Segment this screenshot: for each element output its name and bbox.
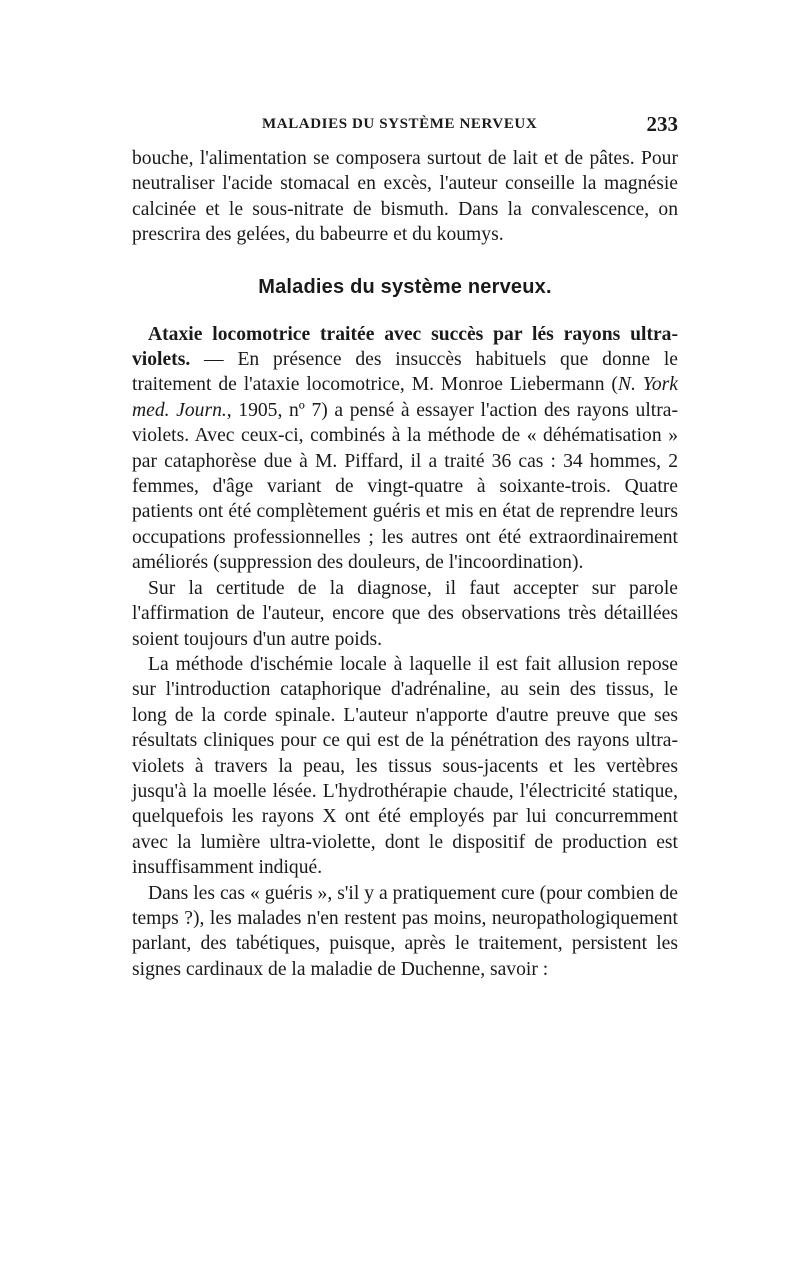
article-paragraph-2: Sur la certitude de la diagnose, il faut accepter sur parole l'affirmation de l'auteur, encore que des observations très détaillées soient toujours d'un autre poids.: [132, 577, 678, 650]
page-number: 233: [646, 112, 678, 136]
article-paragraph-1: [132, 322, 678, 576]
intro-paragraph: bouche, l'alimentation se composera surtout de lait et de pâtes. Pour neutraliser l'acide stomacal en excès, l'auteur conseille la magnésie calcinée et le sous-nitrate de bismuth. Dans la convalescence, on prescrira des gelées, du babeurre et du koumys.: [132, 148, 678, 246]
article-title: Ataxie locomotrice traitée avec succès par lés rayons ultra-violets.: [132, 323, 678, 371]
article-paragraph-1-text-b: , 1905, nº 7) a pensé à essayer l'action des rayons ultra-violets. Avec ceux-ci, combinés à la méthode de « déhématisation » par cataphorèse due à M. Piffard, il a traité 36 cas : 34 hommes, 2 femmes, d'âge variant de vingt-quatre à soixante-trois. Quatre patients ont été complètement guéris et mis en état de reprendre leurs occupations professionnelles ; les autres ont été extraordinairement améliorés (suppression des douleurs, de l'incoordination).: [132, 399, 678, 574]
journal-citation: N. York med. Journ.: [132, 374, 678, 421]
running-title: MALADIES DU SYSTÈME NERVEUX: [262, 116, 538, 132]
article-paragraph-1-text-a: — En présence des insuccès habituels que donne le traitement de l'ataxie locomotrice, M. Monroe Liebermann (: [132, 349, 678, 396]
running-header: [132, 112, 678, 146]
section-heading: Maladies du système nerveux.: [258, 275, 552, 298]
book-page: [132, 112, 678, 982]
article-paragraph-3: La méthode d'ischémie locale à laquelle il est fait allusion repose sur l'introduction cataphorique d'adrénaline, au sein des tissus, le long de la corde spinale. L'auteur n'apporte d'autre preuve que ses résultats cliniques pour ce qui est de la pénétration des rayons ultra-violets à travers la peau, les tissus sous-jacents et les vertèbres jusqu'à la moelle lésée. L'hydrothérapie chaude, l'électricité statique, quelquefois les rayons X ont été employés par lui concurremment avec la lumière ultra-violette, dont le dispositif de production est insuffisamment indiqué.: [132, 653, 678, 879]
article-paragraph-4: Dans les cas « guéris », s'il y a pratiquement cure (pour combien de temps ?), les malades n'en restent pas moins, neuropathologiquement parlant, des tabétiques, puisque, après le traitement, persistent les signes cardinaux de la maladie de Duchenne, savoir :: [132, 882, 678, 980]
